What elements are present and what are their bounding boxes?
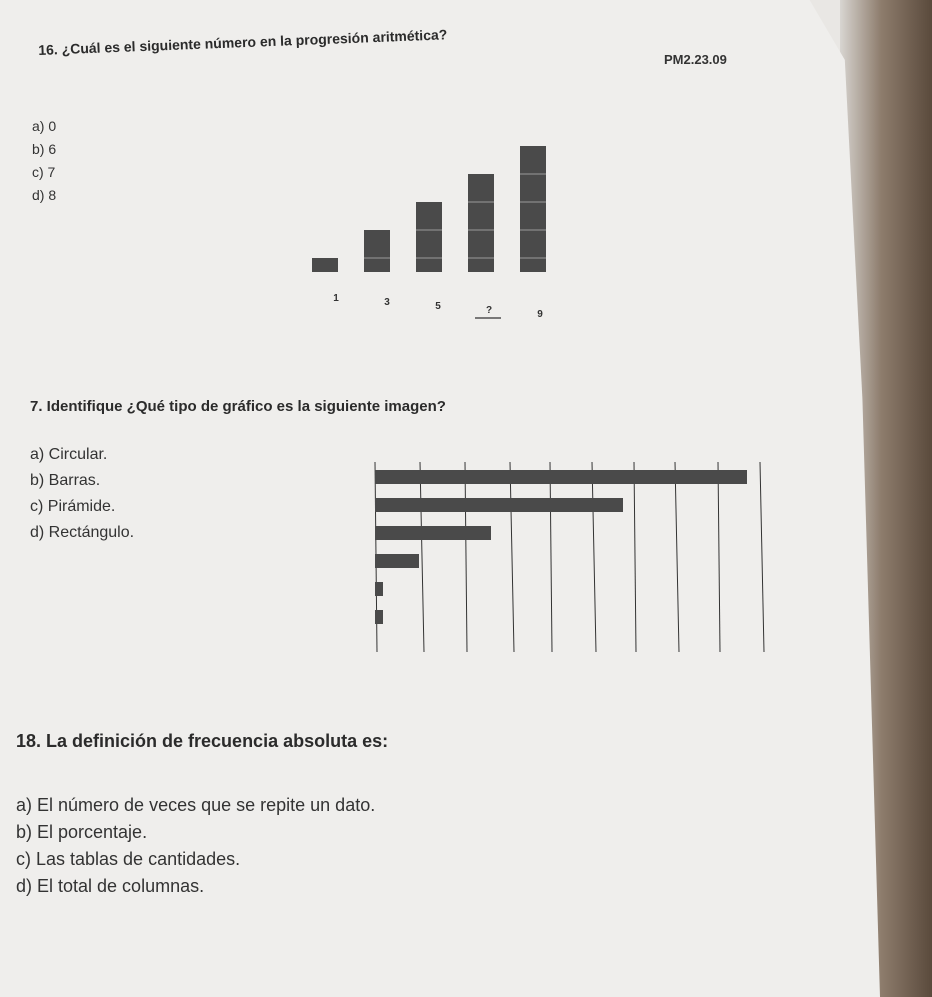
q17-bar-5 (375, 582, 383, 596)
q16-option-b[interactable]: b) 6 (32, 141, 57, 157)
q17-bar-4 (375, 554, 419, 568)
question-17: 7. Identifique ¿Qué tipo de gráfico es la siguiente imagen? (30, 398, 446, 415)
q17-option-d[interactable]: d) Rectángulo. (30, 524, 135, 541)
q17-grid-line (420, 462, 424, 652)
q16-option-a[interactable]: a) 0 (32, 118, 57, 134)
q16-tick-label: 3 (384, 297, 390, 308)
q18-option-a[interactable]: a) El número de veces que se repite un dato. (16, 795, 376, 815)
q18-option-c[interactable]: c) Las tablas de cantidades. (16, 849, 241, 869)
q17-bar-3 (375, 526, 491, 540)
q16-bar-4 (468, 174, 494, 272)
q17-grid-line (465, 462, 467, 652)
q16-tick-label: 1 (333, 293, 339, 304)
q17-grid-line (760, 462, 764, 652)
q16-tick-label: 5 (435, 301, 441, 312)
q17-grid-line (550, 462, 552, 652)
q16-bar-1 (312, 258, 338, 272)
q18-option-b[interactable]: b) El porcentaje. (16, 822, 148, 842)
q16-tick-label: ? (485, 305, 493, 316)
q16-bar-2 (364, 230, 390, 272)
q17-bar-6 (375, 610, 383, 624)
q17-grid-line (510, 462, 514, 652)
q16-bar-5 (520, 146, 546, 272)
q16-option-d[interactable]: d) 8 (32, 187, 57, 203)
q17-option-b[interactable]: b) Barras. (30, 472, 101, 489)
q17-option-c[interactable]: c) Pirámide. (30, 498, 116, 515)
q17-grid-line (592, 462, 596, 652)
page-code: PM2.23.09 (664, 52, 727, 67)
q16-step-figure (312, 146, 546, 320)
q18-option-d[interactable]: d) El total de columnas. (16, 876, 205, 896)
q17-option-a[interactable]: a) Circular. (30, 446, 108, 463)
q16-tick-label: 9 (537, 309, 543, 320)
question-18: 18. La definición de frecuencia absoluta es: (16, 731, 389, 751)
q17-grid-line (718, 462, 720, 652)
q17-bar-figure (375, 462, 764, 652)
question-16: 16. ¿Cuál es el siguiente número en la progresión aritmética? (38, 26, 448, 58)
q17-grid-line (675, 462, 679, 652)
q16-option-c[interactable]: c) 7 (32, 164, 56, 180)
q17-grid-line (634, 462, 636, 652)
q17-bar-2 (375, 498, 623, 512)
q17-bar-1 (375, 470, 747, 484)
q16-bar-3 (416, 202, 442, 272)
